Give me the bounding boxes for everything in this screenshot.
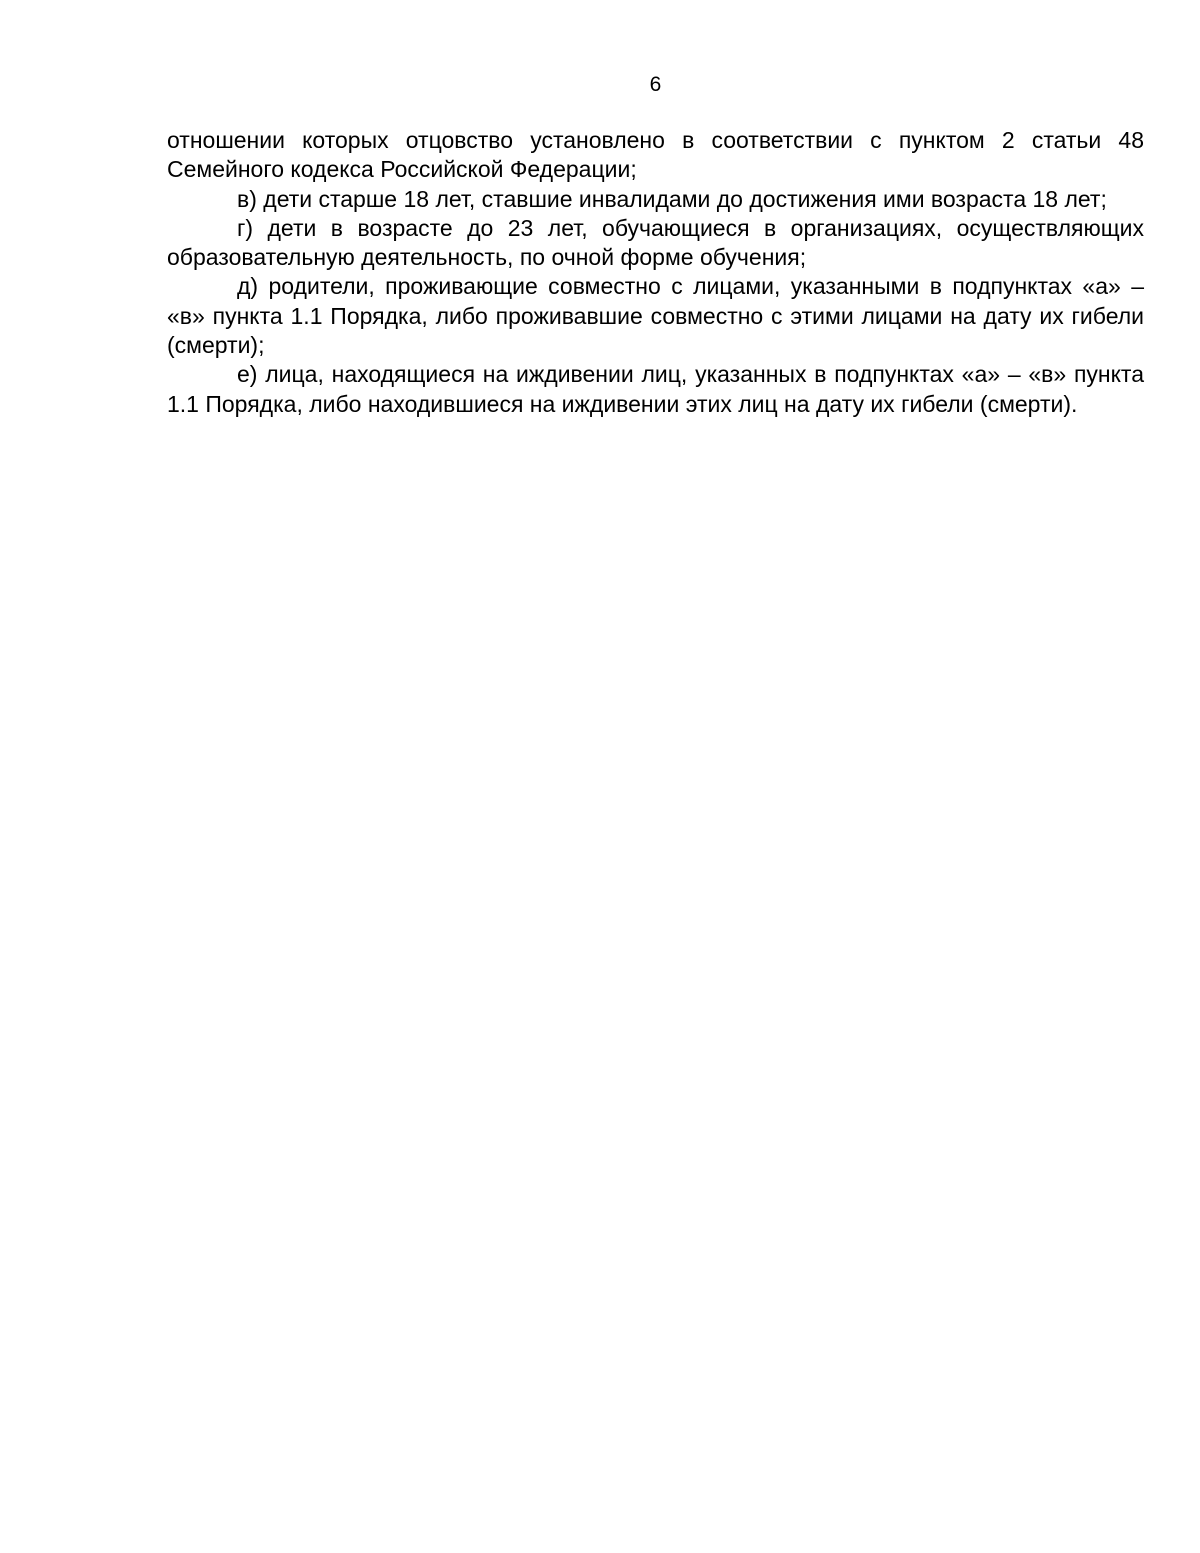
paragraph-item-d: д) родители, проживающие совместно с лицами, указанными в подпунктах «а» – «в» пункта 1.1 Порядка, либо проживавшие совместно с этими лицами на дату их гибели (смерти); [167, 273, 1144, 359]
paragraph-item-e: е) лица, находящиеся на иждивении лиц, указанных в подпунктах «а» – «в» пункта 1.1 Порядка, либо находившиеся на иждивении этих лиц на дату их гибели (смерти). [167, 361, 1144, 417]
document-body [167, 126, 1144, 419]
paragraph-item-g: г) дети в возрасте до 23 лет, обучающиеся в организациях, осуществляющих образовательную деятельность, по очной форме обучения; [167, 214, 1144, 271]
paragraph-item-v: в) дети старше 18 лет, ставшие инвалидами до достижения ими возраста 18 лет; [237, 185, 1107, 212]
paragraph-continued: отношении которых отцовство установлено в соответствии с пунктом 2 статьи 48 Семейного кодекса Российской Федерации; [167, 127, 1144, 183]
page-number: 6 [649, 73, 662, 96]
